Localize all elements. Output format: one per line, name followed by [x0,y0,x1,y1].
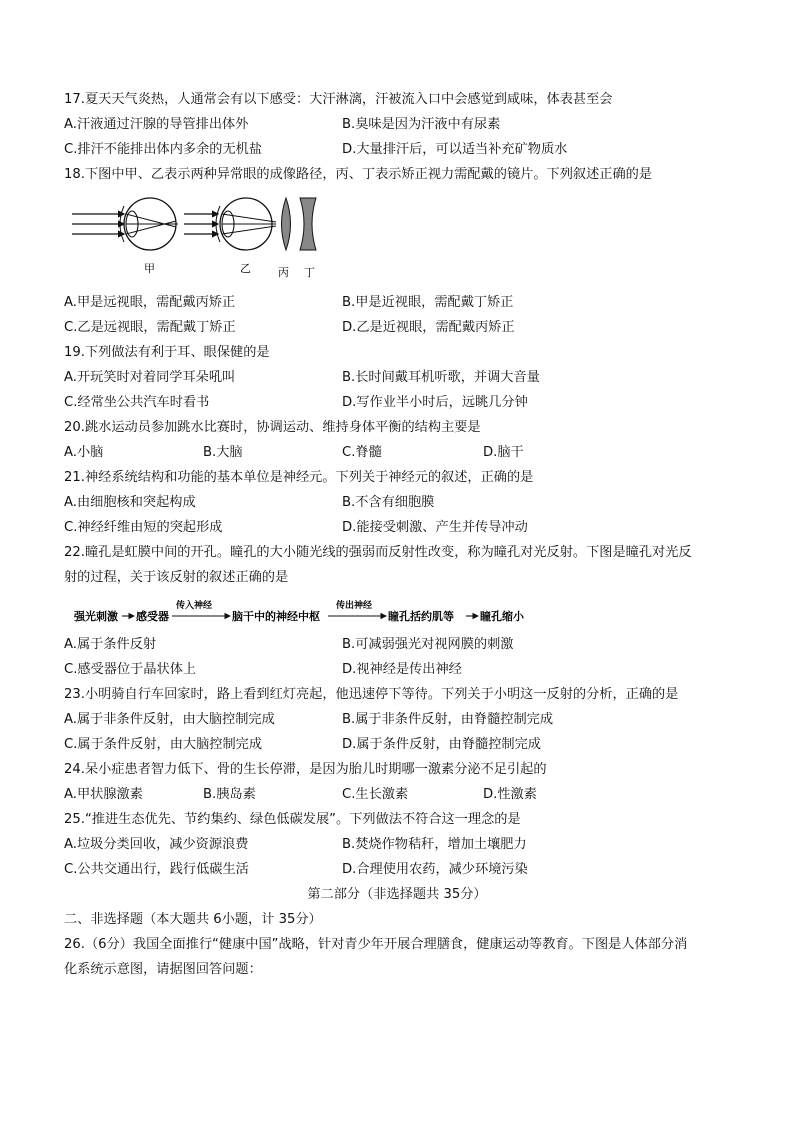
q22-stem-line1: 22.瞳孔是虹膜中间的开孔。瞳孔的大小随光线的强弱而反射性改变，称为瞳孔对光反射。下图是瞳孔对光反 [64,545,692,560]
q22-option-a: A.属于条件反射 [64,637,157,652]
q17-options-row2 [64,141,744,159]
q17-option-d: D.大量排汗后，可以适当补充矿物质水 [342,142,568,157]
q20-option-b: B.大脑 [203,445,243,460]
q20-option-a: A.小脑 [64,445,104,460]
q26-stem-line1: 26.（6分）我国全面推行“健康中国”战略，针对青少年开展合理膳食，健康运动等教育。下图是人体部分消 [64,937,688,952]
flow-step-1: 强光刺激 [74,610,118,623]
q18-option-b: B.甲是近视眼，需配戴丁矫正 [342,295,514,310]
q22-stem-line2: 射的过程，关于该反射的叙述正确的是 [64,570,289,585]
q20-options-row [64,444,744,462]
q22-options-row2 [64,661,744,679]
q24-option-a: A.甲状腺激素 [64,787,143,802]
flow-arrow-label-1: 传入神经 [176,601,213,611]
q22-option-d: D.视神经是传出神经 [342,662,462,677]
q23-options-row1 [64,711,744,729]
q18-option-c: C.乙是远视眼，需配戴丁矫正 [64,320,236,335]
q24-stem: 24.呆小症患者智力低下、骨的生长停滞，是因为胎儿时期哪一激素分泌不足引起的 [64,762,547,777]
q19-options-row1 [64,369,744,387]
q17-option-c: C.排汗不能排出体内多余的无机盐 [64,142,263,157]
q24-options-row [64,786,744,804]
q20-stem: 20.跳水运动员参加跳水比赛时，协调运动、维持身体平衡的结构主要是 [64,420,481,435]
q21-stem: 21.神经系统结构和功能的基本单位是神经元。下列关于神经元的叙述，正确的是 [64,470,534,485]
q23-stem: 23.小明骑自行车回家时，路上看到红灯亮起，他迅速停下等待。下列关于小明这一反射的分析，正确的是 [64,687,679,702]
label-bing: 丙 [278,266,289,279]
q25-option-b: B.焚烧作物秸秆，增加土壤肥力 [342,837,527,852]
reflex-flow-diagram [74,596,534,630]
q19-option-c: C.经常坐公共汽车时看书 [64,395,210,410]
q19-option-b: B.长时间戴耳机听歌，并调大音量 [342,370,540,385]
label-ding: 丁 [304,266,315,279]
q25-options-row2 [64,861,744,879]
q23-option-d: D.属于条件反射，由脊髓控制完成 [342,737,541,752]
q20-option-d: D.脑干 [483,445,524,460]
q18-stem: 18.下图中甲、乙表示两种异常眼的成像路径，丙、丁表示矫正视力需配戴的镜片。下列叙述正确的是 [64,167,653,182]
q17-option-a: A.汗液通过汗腺的导管排出体外 [64,117,249,132]
eye-jia [72,198,178,275]
q19-stem: 19.下列做法有利于耳、眼保健的是 [64,345,270,360]
q19-options-row2 [64,394,744,412]
q22-option-b: B.可减弱强光对视网膜的刺激 [342,637,514,652]
q25-option-d: D.合理使用农药，减少环境污染 [342,862,528,877]
q26-stem-line2: 化系统示意图，请据图回答问题： [64,962,262,977]
label-yi: 乙 [240,262,251,275]
flow-arrow-label-2: 传出神经 [336,601,373,611]
q18-options-row2 [64,319,744,337]
q18-options-row1 [64,294,744,312]
part2-title: 第二部分（非选择题共 35分） [307,887,487,902]
flow-step-4: 瞳孔括约肌等 [388,610,454,623]
flow-step-5: 瞳孔缩小 [480,610,524,623]
q18-option-a: A.甲是远视眼，需配戴丙矫正 [64,295,236,310]
q21-option-c: C.神经纤维由短的突起形成 [64,520,223,535]
q17-option-b: B.臭味是因为汗液中有尿素 [342,117,501,132]
q23-options-row2 [64,736,744,754]
lens-bing [278,198,291,279]
q20-option-c: C.脊髓 [342,445,382,460]
q17-options-row1 [64,116,744,134]
q25-stem: 25.“推进生态优先、节约集约、绿色低碳发展”。下列做法不符合这一理念的是 [64,812,521,827]
q21-options-row1 [64,494,744,512]
eye-diagram [66,196,326,282]
flow-step-2: 感受器 [136,610,169,623]
flow-step-3: 脑干中的神经中枢 [232,610,320,623]
q22-options-row1 [64,636,744,654]
section-heading: 二、非选择题（本大题共 6小题，计 35分） [64,912,322,927]
q19-option-a: A.开玩笑时对着同学耳朵吼叫 [64,370,236,385]
q24-option-c: C.生长激素 [342,787,409,802]
q21-option-a: A.由细胞核和突起构成 [64,495,196,510]
q21-option-d: D.能接受刺激、产生并传导冲动 [342,520,528,535]
label-jia: 甲 [144,262,155,275]
q25-option-a: A.垃圾分类回收，减少资源浪费 [64,837,249,852]
lens-ding [300,198,316,279]
q18-option-d: D.乙是近视眼，需配戴丙矫正 [342,320,515,335]
q23-option-a: A.属于非条件反射，由大脑控制完成 [64,712,275,727]
q23-option-b: B.属于非条件反射，由脊髓控制完成 [342,712,554,727]
q24-option-d: D.性激素 [483,787,537,802]
q25-options-row1 [64,836,744,854]
q17-stem: 17.夏天天气炎热，人通常会有以下感受：大汗淋漓，汗被流入口中会感觉到咸味，体表甚至会 [64,92,613,107]
q21-options-row2 [64,519,744,537]
eye-yi [184,198,276,275]
q24-option-b: B.胰岛素 [203,787,256,802]
q22-option-c: C.感受器位于晶状体上 [64,662,197,677]
q23-option-c: C.属于条件反射，由大脑控制完成 [64,737,263,752]
q19-option-d: D.写作业半小时后，远眺几分钟 [342,395,528,410]
q21-option-b: B.不含有细胞膜 [342,495,435,510]
q25-option-c: C.公共交通出行，践行低碳生活 [64,862,249,877]
